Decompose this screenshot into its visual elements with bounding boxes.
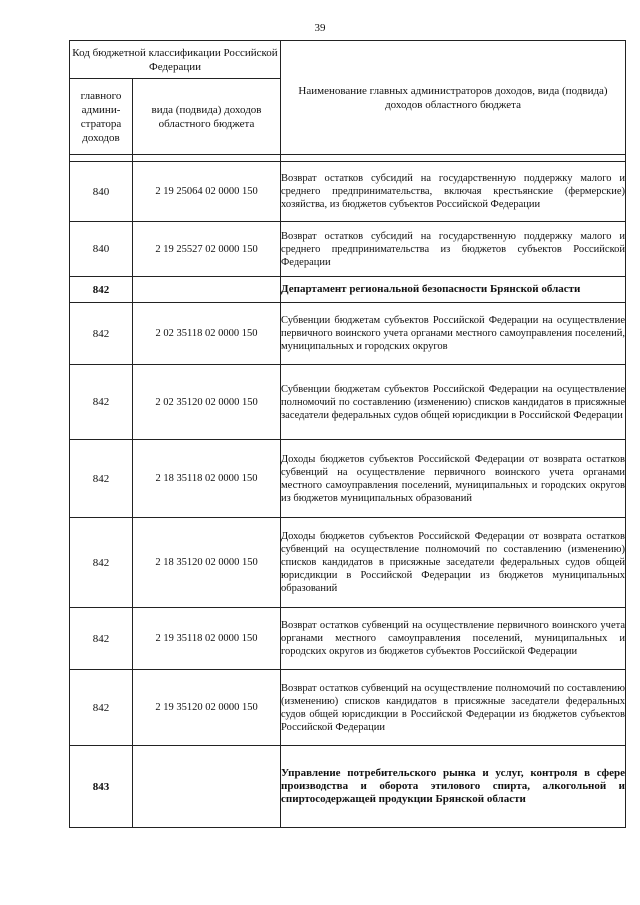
- table-row: [70, 277, 626, 303]
- table-row: [70, 162, 626, 222]
- income-code-cell: [133, 277, 281, 303]
- income-name-cell: Возврат остатков субвенций на осуществление полномочий по составлению (изменению) списков кандидатов в присяжные заседатели федеральных судов общей юрисдикции в Российской Федерации из бюджетов субъектов Российской Федерации: [281, 670, 626, 746]
- income-code-cell: 2 19 25527 02 0000 150: [133, 222, 281, 277]
- header-income-column: вида (подвида) доходов областного бюджета: [133, 79, 281, 155]
- header-admin-column: главного админи-стратора доходов: [70, 79, 133, 155]
- admin-code-cell: 842: [70, 670, 133, 746]
- income-code-cell: 2 02 35120 02 0000 150: [133, 365, 281, 440]
- table-row: [70, 670, 626, 746]
- income-code-cell: 2 19 35118 02 0000 150: [133, 608, 281, 670]
- table-row: [70, 518, 626, 608]
- income-name-cell: Возврат остатков субсидий на государственную поддержку малого и среднего предпринимательства из бюджетов субъектов Российской Федерации: [281, 222, 626, 277]
- income-name-cell: Возврат остатков субсидий на государственную поддержку малого и среднего предпринимательства, включая крестьянские (фермерские) хозяйства, из бюджетов субъектов Российской Федерации: [281, 162, 626, 222]
- admin-code-cell: 842: [70, 277, 133, 303]
- header-name-column: Наименование главных администраторов доходов, вида (подвида) доходов областного бюджета: [281, 41, 626, 155]
- income-code-cell: 2 19 35120 02 0000 150: [133, 670, 281, 746]
- income-name-cell: Возврат остатков субвенций на осуществление первичного воинского учета органами местного самоуправления поселений, муниципальных и городских округов из бюджетов субъектов Российской Федерации: [281, 608, 626, 670]
- table-row: [70, 440, 626, 518]
- admin-code-cell: 842: [70, 608, 133, 670]
- income-name-cell: Доходы бюджетов субъектов Российской Федерации от возврата остатков субвенций на осуществление полномочий по составлению (изменению) списков кандидатов в присяжные заседатели федеральных судов общей юрисдикции в Российской Федерации из бюджетов муниципальных образований: [281, 518, 626, 608]
- table-row: [70, 365, 626, 440]
- budget-code-table: [69, 40, 626, 828]
- admin-code-cell: 842: [70, 440, 133, 518]
- admin-code-cell: 840: [70, 222, 133, 277]
- admin-code-cell: 842: [70, 303, 133, 365]
- income-code-cell: 2 02 35118 02 0000 150: [133, 303, 281, 365]
- admin-code-cell: 842: [70, 365, 133, 440]
- table-row: [70, 746, 626, 828]
- admin-code-cell: 840: [70, 162, 133, 222]
- income-name-cell: Доходы бюджетов субъектов Российской Федерации от возврата остатков субвенций на осуществление первичного воинского учета органами местного самоуправления поселений, муниципальных и городских округов из бюджетов муниципальных образований: [281, 440, 626, 518]
- department-name-cell: Управление потребительского рынка и услуг, контроля в сфере производства и оборота этилового спирта, алкогольной и спиртосодержащей продукции Брянской области: [281, 746, 626, 828]
- income-name-cell: Субвенции бюджетам субъектов Российской Федерации на осуществление первичного воинского учета органами местного самоуправления поселений, муниципальных и городских округов: [281, 303, 626, 365]
- income-code-cell: [133, 746, 281, 828]
- page-number: 39: [314, 22, 326, 34]
- income-code-cell: 2 18 35118 02 0000 150: [133, 440, 281, 518]
- income-code-cell: 2 18 35120 02 0000 150: [133, 518, 281, 608]
- table-row: [70, 608, 626, 670]
- income-code-cell: 2 19 25064 02 0000 150: [133, 162, 281, 222]
- header-code-group: Код бюджетной классификации Российской Федерации: [70, 41, 281, 79]
- table-row: [70, 222, 626, 277]
- admin-code-cell: 843: [70, 746, 133, 828]
- admin-code-cell: 842: [70, 518, 133, 608]
- income-name-cell: Субвенции бюджетам субъектов Российской Федерации на осуществление полномочий по составлению (изменению) списков кандидатов в присяжные заседатели федеральных судов общей юрисдикции в Российской Федерации: [281, 365, 626, 440]
- spacer-row: [70, 155, 626, 162]
- department-name-cell: Департамент региональной безопасности Брянской области: [281, 277, 626, 303]
- table-row: [70, 303, 626, 365]
